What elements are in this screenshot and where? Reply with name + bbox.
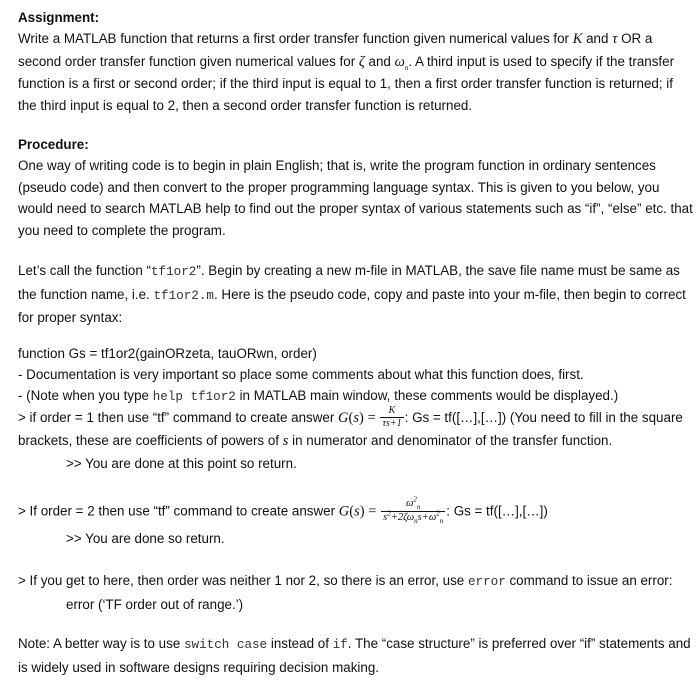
order1-line: > if order = 1 then use “tf” command to create answer G(s) = $\frac{K}{\tau s+1}$ : Gs = tf([…],[…]) (You need to fill in the square brackets, these are coefficients of powers of s in numerator and denominator of the transfer function.	[18, 405, 683, 449]
note-text: Note: A better way is to use switch case instead of if. The “case structure” is preferred over “if” statements and is widely used in software designs requiring decision making.	[18, 636, 691, 675]
function-name-code: tf1or2	[151, 265, 197, 279]
done2-line: >> You are done so return.	[66, 531, 225, 546]
assignment-text: Write a MATLAB function that returns a first order transfer function given numerical values for K and τ OR a second order transfer function given numerical values for ζ and $\omega_n$. A third input is used to specify if the transfer function is a first or second order; if the third input is equal to 1, then a first order transfer function is returned; if the third input is equal to 2, then a second order transfer function is returned.	[18, 31, 675, 113]
done1-line: >> You are done at this point so return.	[66, 456, 297, 471]
assignment-heading: Assignment:	[18, 10, 100, 25]
if-code: if	[332, 638, 348, 652]
second-order-fraction: $\frac{\omega^2_n}{s^2+2\zeta\omega_ns+\omega^2_n}$	[383, 495, 444, 525]
order2-line: > If order = 2 then use “tf” command to create answer G(s) = $\frac{\omega^2_n}{s^2+2\zeta\omega_ns+\omega^2_n}$ : Gs = tf([…],[…])	[18, 495, 548, 525]
documentation-line: - Documentation is very important so place some comments about what this function does, first.	[18, 367, 584, 382]
error-line: > If you get to here, then order was neither 1 nor 2, so there is an error, use error command to issue an error: error (‘TF order out of range.’)	[18, 573, 673, 612]
mfile-name-code: tf1or2.m	[153, 288, 214, 303]
help-note-line: - (Note when you type help tf1or2 in MATLAB main window, these comments would be displayed.)	[18, 388, 619, 404]
procedure-heading: Procedure:	[18, 137, 89, 152]
intro-text: Let’s call the function “tf1or2”. Begin by creating a new m-file in MATLAB, the save file name must be same as the function name, i.e. tf1or2.m. Here is the pseudo code, copy and paste into your m-file, then begin to correct for proper syntax:	[18, 263, 686, 326]
help-command-code: help tf1or2	[152, 390, 236, 404]
switch-case-code: switch case	[183, 638, 268, 652]
procedure-text: One way of writing code is to begin in plain English; that is, write the program function in ordinary sentences (pseudo code) and then convert to the proper programming language syntax. This is given to you below, you would need to search MATLAB help to find out the proper syntax of various statements such as “if”, “else” etc. that you need to complete the program.	[18, 158, 693, 238]
error-command-code: error	[467, 575, 506, 589]
first-order-fraction: $\frac{K}{\tau s+1}$	[382, 405, 402, 429]
function-signature: function Gs = tf1or2(gainORzeta, tauORwn, order)	[18, 346, 317, 361]
